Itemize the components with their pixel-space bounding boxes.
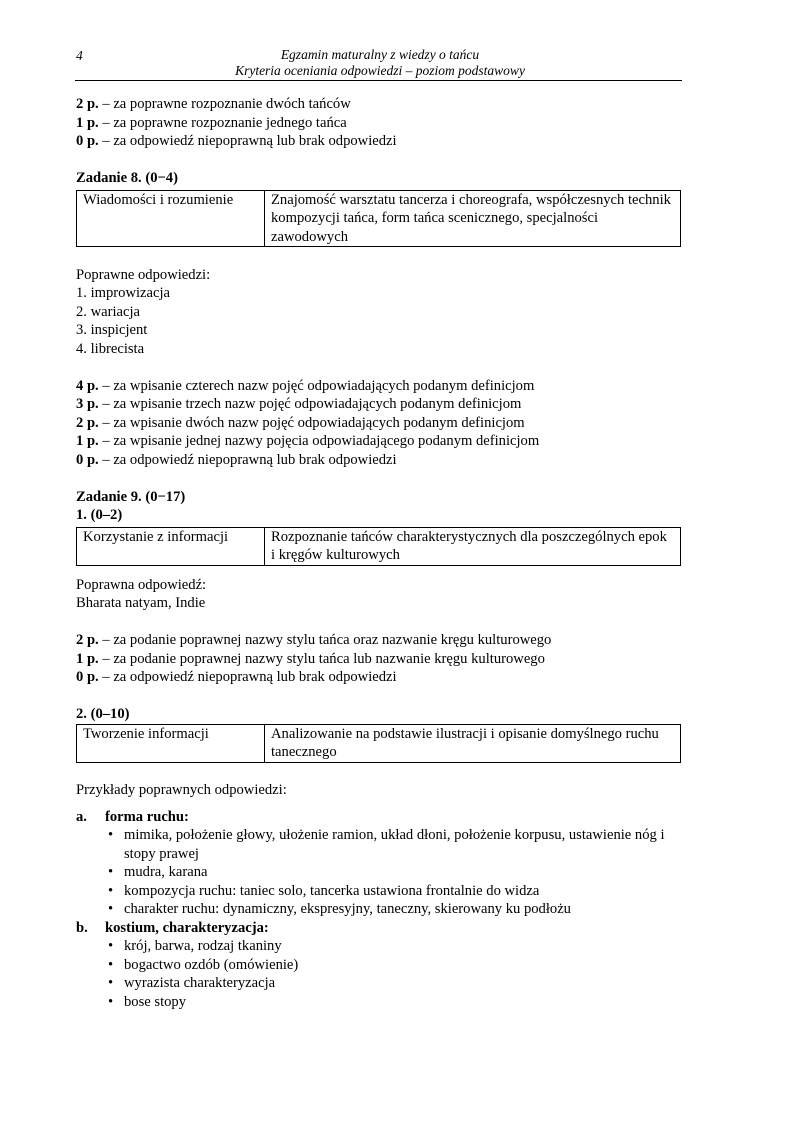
task9-part2-area: Tworzenie informacji: [77, 724, 265, 762]
scoring-line: 1 p. – za poprawne rozpoznanie jednego tańca: [76, 114, 347, 131]
task8-title: Zadanie 8. (0−4): [76, 170, 178, 186]
task9-part1-criteria-table: [76, 527, 681, 566]
task9-part1-title: 1. (0–2): [76, 507, 123, 523]
header-subtitle: Kryteria oceniania odpowiedzi – poziom podstawowy: [235, 63, 525, 78]
scoring-line: 1 p. – za wpisanie jednej nazwy pojęcia odpowiadającego podanym definicjom: [76, 433, 540, 449]
header-title: Egzamin maturalny z wiedzy o tańcu: [280, 47, 480, 62]
list-item: 1. improwizacja: [76, 285, 171, 301]
scoring-line: 2 p. – za podanie poprawnej nazwy stylu tańca oraz nazwanie kręgu kulturowego: [76, 632, 552, 648]
scoring-line: 0 p. – za odpowiedź niepoprawną lub brak odpowiedzi: [76, 133, 397, 149]
task8-requirement: Znajomość warsztatu tancerza i choreografa, współczesnych technik kompozycji tańca, form tańca scenicznego, specjalności zawodowych: [265, 190, 681, 247]
scoring-line: 1 p. – za podanie poprawnej nazwy stylu tańca lub nazwanie kręgu kulturowego: [76, 650, 545, 667]
task9-part2-requirement: Analizowanie na podstawie ilustracji i opisanie domyślnego ruchu tanecznego: [265, 724, 681, 762]
page-content: [76, 95, 682, 1011]
list-item: • charakter ruchu: dynamiczny, ekspresyjny, taneczny, skierowany ku podłożu: [106, 900, 682, 919]
scoring-line: 0 p. – za odpowiedź niepoprawną lub brak odpowiedzi: [76, 669, 397, 685]
task9-part2-criteria-table: [76, 724, 681, 763]
task9-part1-scoring: [76, 631, 682, 687]
list-item: 3. inspicjent: [76, 322, 148, 338]
task8-area: Wiadomości i rozumienie: [77, 190, 265, 247]
section-a-heading: a. forma ruchu:: [76, 808, 189, 825]
task9-part1-area: Korzystanie z informacji: [77, 527, 265, 565]
list-item: • bogactwo ozdób (omówienie): [106, 956, 682, 975]
list-item: • mimika, położenie głowy, ułożenie ramion, układ dłoni, położenie korpusu, ustawienie nóg i stopy prawej: [106, 826, 682, 863]
scoring-line: 2 p. – za wpisanie dwóch nazw pojęć odpowiadających podanym definicjom: [76, 414, 525, 431]
section-a-list: [76, 826, 682, 919]
task8-criteria-table: [76, 190, 681, 248]
scoring-line: 0 p. – za odpowiedź niepoprawną lub brak odpowiedzi: [76, 451, 397, 468]
task9-title: Zadanie 9. (0−17): [76, 488, 186, 505]
task9-part2-title: 2. (0–10): [76, 706, 130, 722]
list-item: • krój, barwa, rodzaj tkaniny: [106, 937, 682, 956]
list-item: • kompozycja ruchu: taniec solo, tancerka ustawiona frontalnie do widza: [106, 882, 682, 901]
task8-scoring: [76, 377, 682, 470]
list-item: 2. wariacja: [76, 303, 141, 320]
task8-answers-heading: Poprawne odpowiedzi:: [76, 266, 211, 283]
section-b-heading: b. kostium, charakteryzacja:: [76, 919, 269, 936]
task9-part2-examples-heading: Przykłady poprawnych odpowiedzi:: [76, 782, 287, 798]
list-item: 4. librecista: [76, 340, 145, 357]
header-rule: [75, 80, 682, 81]
scoring-line: 4 p. – za wpisanie czterech nazw pojęć odpowiadających podanym definicjom: [76, 377, 535, 394]
list-item: • bose stopy: [106, 993, 682, 1012]
task9-part1-requirement: Rozpoznanie tańców charakterystycznych dla poszczególnych epok i kręgów kulturowych: [265, 527, 681, 565]
task8-answers: [76, 284, 682, 358]
page-header: [230, 47, 530, 79]
scoring-line: 2 p. – za poprawne rozpoznanie dwóch tańców: [76, 96, 351, 112]
task9-part1-answer-heading: Poprawna odpowiedź:: [76, 576, 207, 593]
list-item: • mudra, karana: [106, 863, 682, 882]
top-scoring: [76, 95, 682, 151]
scoring-line: 3 p. – za wpisanie trzech nazw pojęć odpowiadających podanym definicjom: [76, 396, 522, 412]
list-item: • wyrazista charakteryzacja: [106, 974, 682, 993]
task9-part1-answer: Bharata natyam, Indie: [76, 595, 206, 611]
section-b-list: [76, 937, 682, 1011]
page-number: 4: [76, 48, 83, 63]
